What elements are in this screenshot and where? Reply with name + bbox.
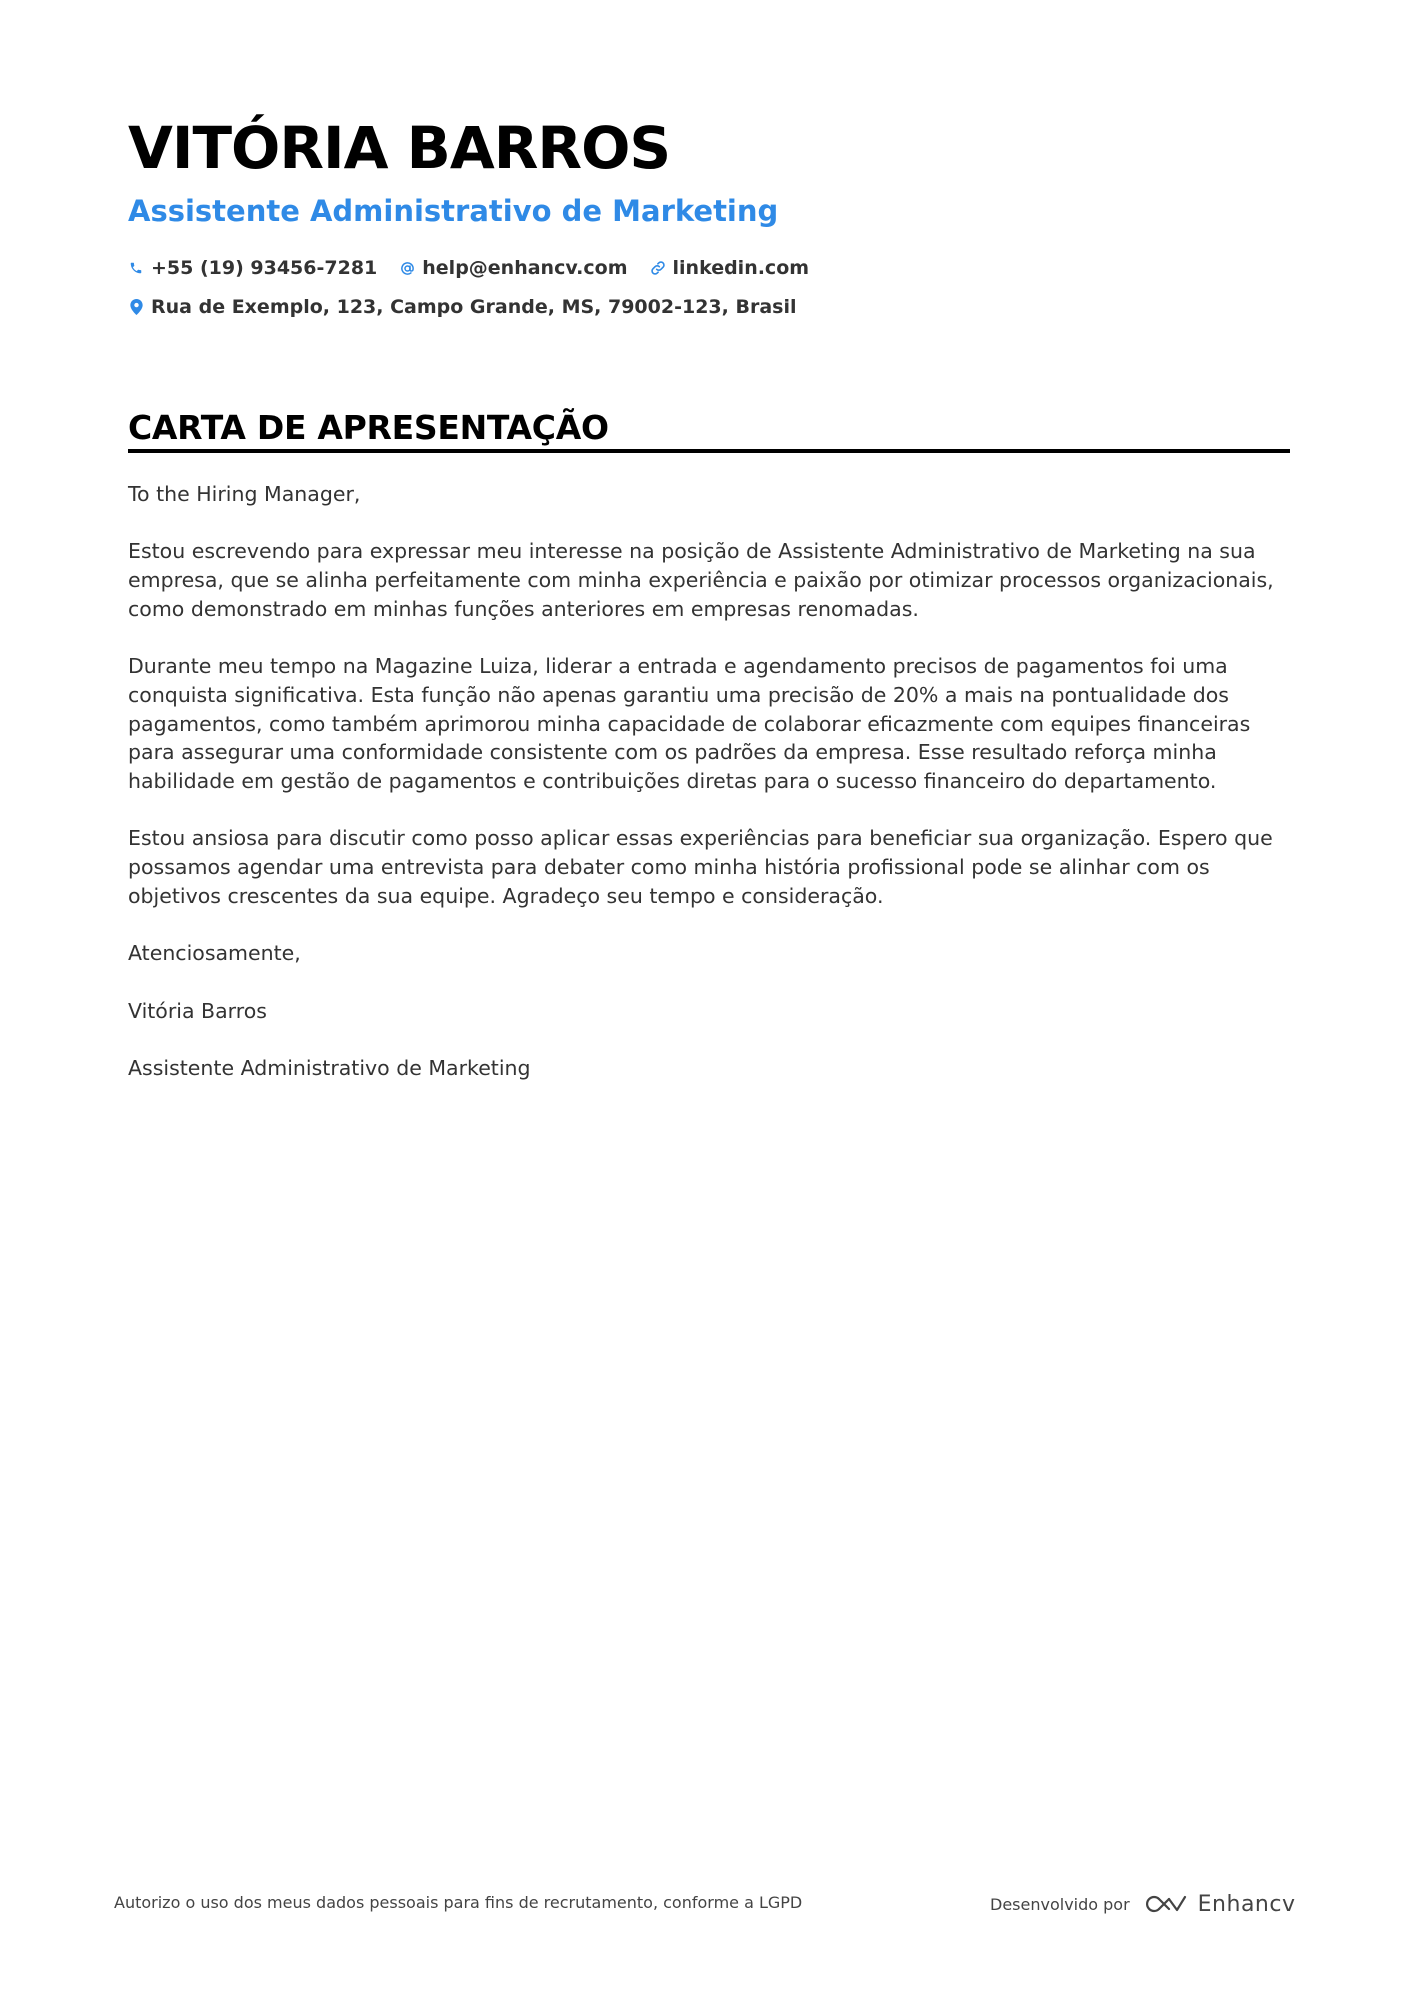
built-by-label: Desenvolvido por [990, 1894, 1130, 1914]
link-icon [650, 259, 666, 277]
contact-email[interactable] [399, 257, 627, 279]
letter-closing: Atenciosamente, [128, 941, 301, 966]
contact-row [128, 253, 831, 283]
letter-paragraph-1: Estou escrevendo para expressar meu interesse na posição de Assistente Administrativo de Marketing na sua empresa, que se alinha perfeitamente com minha experiência e paixão por otimizar processos organizacionais, como demonstrado em minhas funções anteriores em empresas renomadas. [128, 539, 1274, 621]
candidate-name: VITÓRIA BARROS [128, 114, 671, 182]
letter-paragraph-3: Estou ansiosa para discutir como posso aplicar essas experiências para beneficiar sua organização. Espero que possamos agendar uma entrevista para debater como minha história profissional pode se alinhar com os objetivos crescentes da sua equipe. Agradeço seu tempo e consideração. [128, 826, 1273, 908]
linkedin-text: linkedin.com [672, 257, 810, 279]
consent-note: Autorizo o uso dos meus dados pessoais para fins de recrutamento, conforme a LGPD [114, 1893, 803, 1912]
enhancv-logo [1142, 1892, 1296, 1917]
candidate-role: Assistente Administrativo de Marketing [128, 194, 779, 228]
signature-name: Vitória Barros [128, 998, 267, 1023]
signature-role: Assistente Administrativo de Marketing [128, 1055, 531, 1080]
at-icon [399, 259, 415, 277]
section-title: CARTA DE APRESENTAÇÃO [128, 408, 609, 447]
phone-text: +55 (19) 93456-7281 [151, 257, 378, 279]
location-pin-icon [128, 298, 144, 316]
phone-icon [128, 259, 144, 277]
letter-body [128, 480, 1294, 1111]
contact-linkedin[interactable] [650, 257, 810, 279]
address-text: Rua de Exemplo, 123, Campo Grande, MS, 79002-123, Brasil [151, 296, 797, 318]
section-divider [128, 449, 1290, 453]
address-row [128, 292, 818, 322]
letter-greeting: To the Hiring Manager, [128, 482, 361, 506]
built-by[interactable] [990, 1884, 1295, 1924]
enhancv-logo-icon [1142, 1892, 1188, 1916]
email-text: help@enhancv.com [422, 257, 628, 279]
contact-phone [128, 257, 377, 279]
letter-paragraph-2: Durante meu tempo na Magazine Luiza, liderar a entrada e agendamento precisos de pagamentos foi uma conquista significativa. Esta função não apenas garantiu uma precisão de 20% a mais na pontualidade dos pagamentos, como também aprimorou minha capacidade de colaborar eficazmente com equipes financeiras para assegurar uma conformidade consistente com os padrões da empresa. Esse resultado reforça minha habilidade em gestão de pagamentos e contribuições diretas para o sucesso financeiro do departamento. [128, 654, 1251, 793]
contact-address [128, 296, 796, 318]
enhancv-wordmark: Enhancv [1197, 1891, 1296, 1917]
